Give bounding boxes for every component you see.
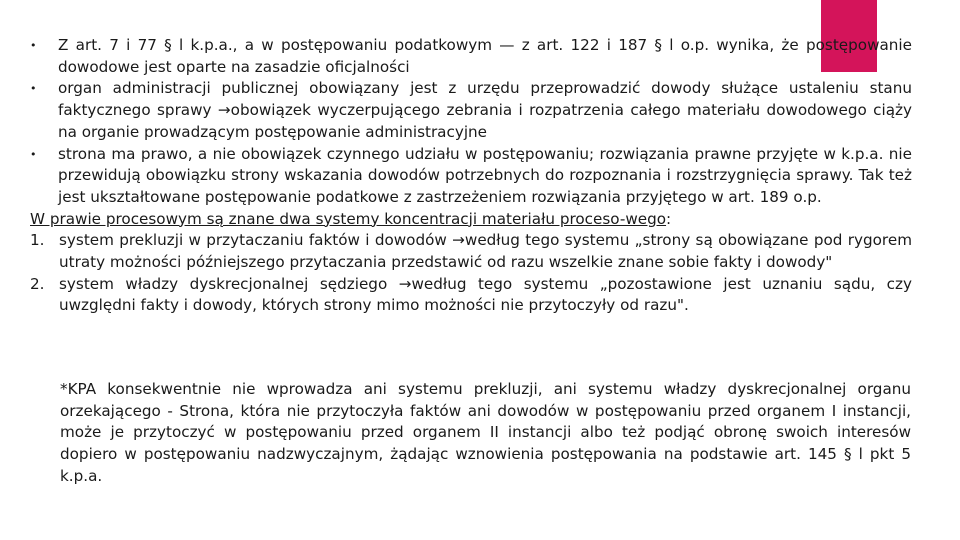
numbered-item-2 xyxy=(30,274,912,317)
footnote: *KPA konsekwentnie nie wprowadza ani systemu prekluzji, ani systemu władzy dyskrecjonalnej organu orzekającego - Strona, która nie przytoczyła faktów ani dowodów w postępowaniu przed organem I instancji, może je przytoczyć w postępowaniu przed organem II instancji albo też podjąć obronę swoich interesów dopiero w postępowaniu nadzwyczajnym, żądając wznowienia postępowania na podstawie art. 145 § l pkt 5 k.p.a. xyxy=(60,380,911,485)
bullet-text: Z art. 7 i 77 § l k.p.a., a w postępowaniu podatkowym — z art. 122 i 187 § l o.p. wynika, że postępowanie dowodowe jest oparte na zasadzie oficjalności xyxy=(58,36,912,76)
bullet-text-start: organ administracji publicznej obowiązany jest z urzędu przeprowadzić dowody służące ustaleniu stanu faktycznego sprawy xyxy=(58,79,912,120)
section-heading-colon: : xyxy=(666,209,672,228)
slide-content xyxy=(30,35,912,317)
item-number: 1. xyxy=(30,231,45,250)
section-heading-text: W prawie procesowym są znane dwa systemy koncentracji materiału proceso-wego xyxy=(30,209,667,228)
numbered-text-start: system władzy dyskrecjonalnej sędziego xyxy=(59,274,399,293)
numbered-text-start: system prekluzji w przytaczaniu faktów i dowodów xyxy=(59,231,453,250)
bullet-item-2 xyxy=(30,78,912,143)
bullet-marker: • xyxy=(30,82,37,96)
item-number: 2. xyxy=(30,274,45,293)
bullet-marker: • xyxy=(30,39,37,52)
numbered-text-end: według tego systemu „pozostawione jest uznaniu sądu, czy uwzględni fakty i dowody, których strony mimo możności nie przytoczyły od razu". xyxy=(59,274,912,315)
section-heading xyxy=(30,209,912,231)
bullet-item-1 xyxy=(30,35,912,78)
numbered-text-end: według tego systemu „strony są obowiązane pod rygorem utraty możności późniejszego przytaczania przedstawić od razu wszelkie znane sobie fakty i dowody" xyxy=(59,231,912,272)
arrow-right-icon: → xyxy=(452,231,465,250)
bullet-text-end: obowiązek wyczerpującego zebrania i rozpatrzenia całego materiału dowodowego ciąży na organie prowadzącym postępowanie administracyjne xyxy=(58,101,912,141)
numbered-item-1 xyxy=(30,230,912,273)
bullet-marker: • xyxy=(30,147,37,161)
arrow-right-icon: → xyxy=(217,101,231,120)
bullet-text: strona ma prawo, a nie obowiązek czynnego udziału w postępowaniu; rozwiązania prawne przyjęte w k.p.a. nie przewidują obowiązku strony wskazania dowodów potrzebnych do rozpoznania i rozstrzygnięcia sprawy. Tak też jest ukształtowane postępowanie podatkowe z zastrzeżeniem rozwiązania przyjętego w art. 189 o.p. xyxy=(58,144,912,206)
arrow-right-icon: → xyxy=(398,274,412,293)
bullet-item-3 xyxy=(30,144,912,209)
